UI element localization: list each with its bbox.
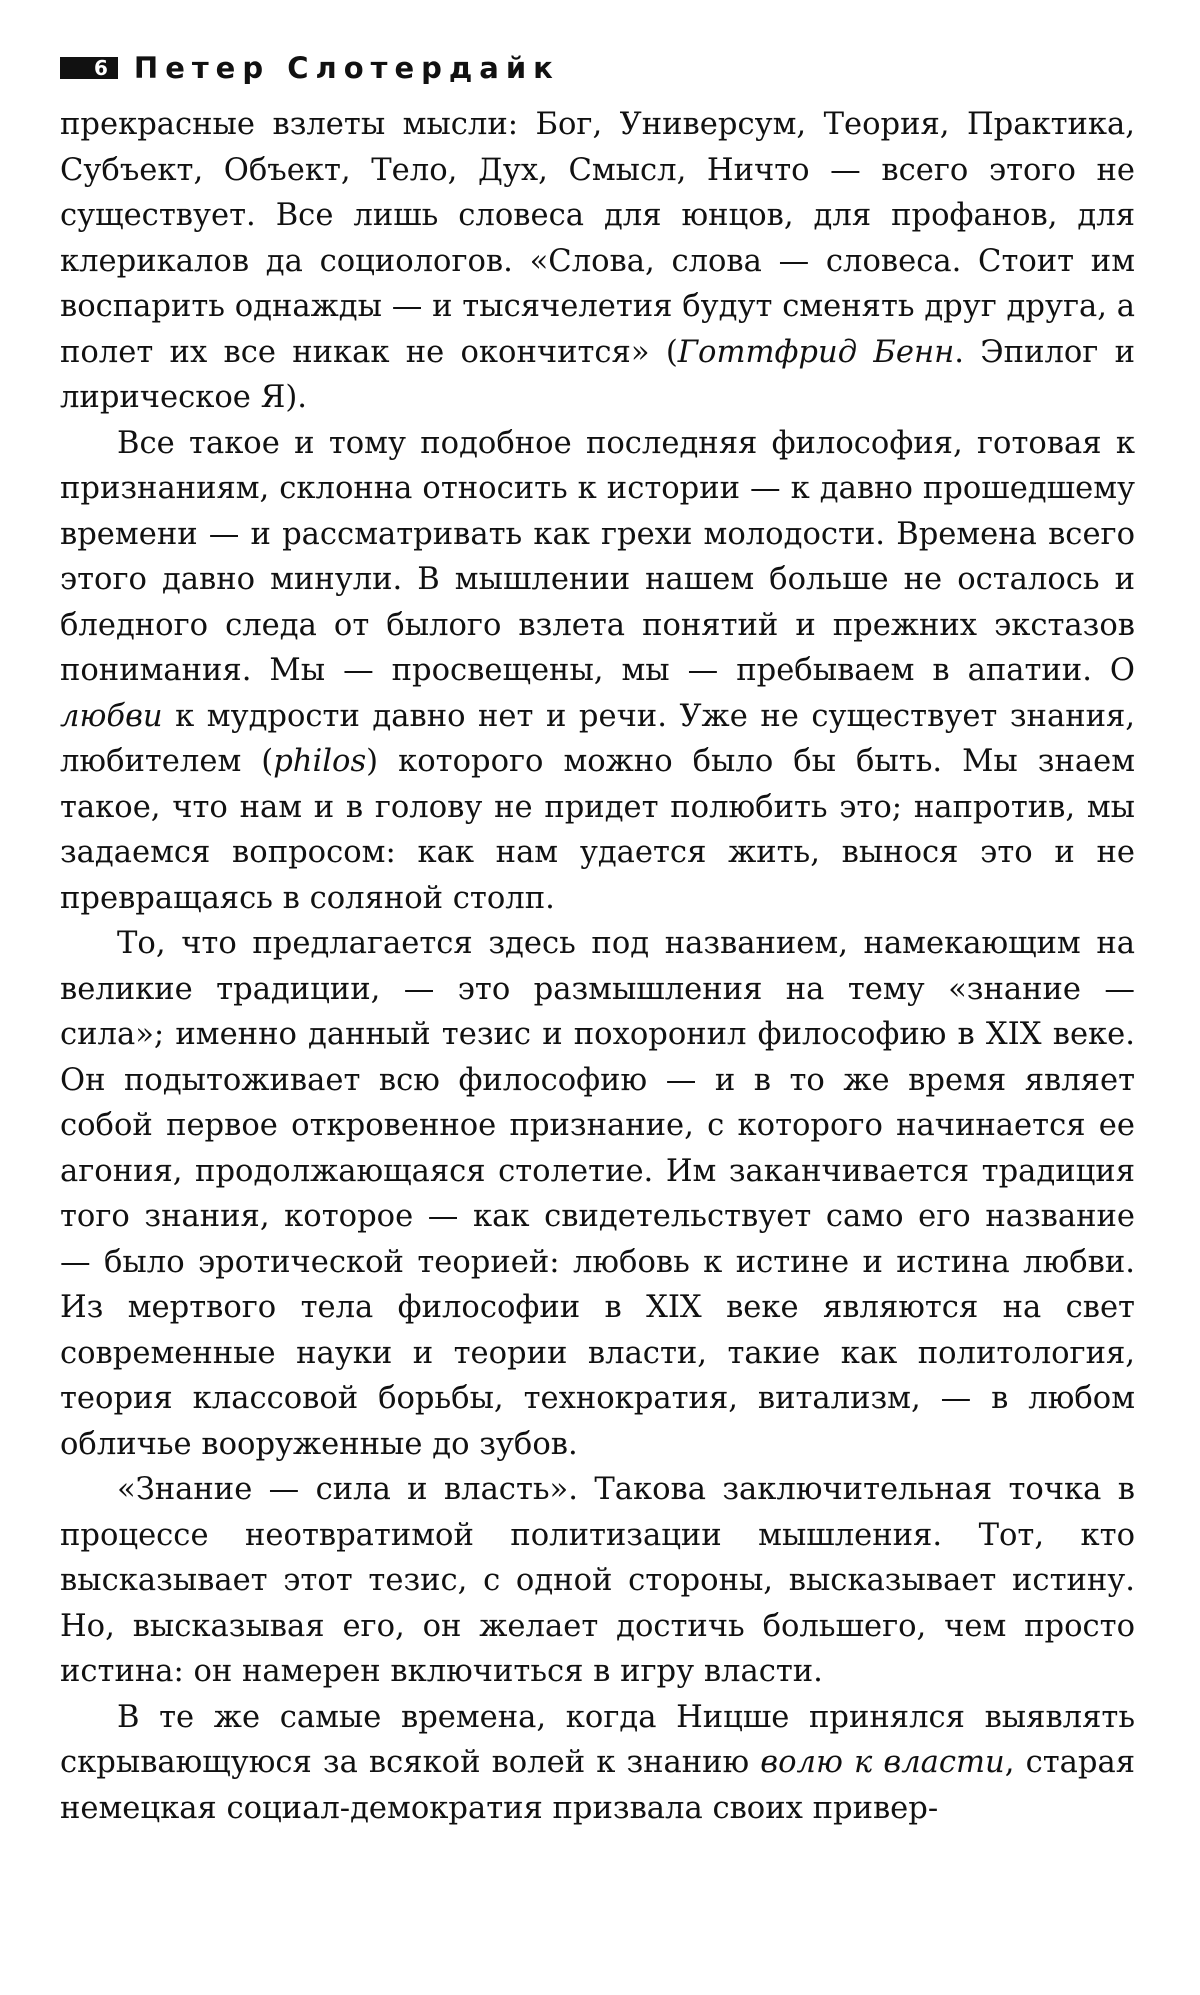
text-span: , старая немецкая социал-демократия призвала своих привер- — [60, 1745, 1136, 1826]
running-head-author: Петер Слотердайк — [133, 51, 560, 85]
italic-span: волю к власти — [760, 1745, 1005, 1780]
text-span: «Знание — сила и власть». Такова заключительная точка в процессе неотвратимой политизации мышления. Тот, кто высказывает этот тезис, с одной стороны, высказывает истину. Но, высказывая его, он желает достичь большего, чем просто истина: он намерен включиться в игру власти. — [60, 1472, 1135, 1689]
text-span: ) которого можно было бы быть. Мы знаем такое, что нам и в голову не придет полюбить это; напротив, мы задаемся вопросом: как нам удается жить, вынося это и не превращаясь в соляной столп. — [60, 744, 1135, 916]
paragraph-3 — [60, 921, 1135, 1467]
paragraph-1 — [60, 102, 1135, 421]
page-number: 6 — [60, 57, 118, 79]
italic-span: любви — [60, 698, 163, 734]
body-text — [60, 102, 1135, 1831]
running-head — [60, 52, 1135, 84]
paragraph-5 — [60, 1695, 1135, 1832]
text-span: Все такое и тому подобное последняя философия, готовая к признаниям, склонна относить к истории — к давно прошедшему времени — и рассматривать как грехи молодости. Времена всего этого давно минули. В мышлении нашем больше не осталось и бледного следа от былого взлета понятий и прежних экстазов понимания. Мы — просвещены, мы — пребываем в апатии. О — [60, 425, 1135, 688]
text-span: к мудрости давно нет и речи. Уже не существует знания, любителем ( — [60, 698, 1135, 779]
text-span: То, что предлагается здесь под названием, намекающим на великие традиции, — это размышления на тему «знание — сила»; именно данный тезис и похоронил философию в XIX веке. Он подытоживает всю философию — и в то же время являет собой первое откровенное признание, с которого начинается ее агония, продолжающаяся столетие. Им заканчивается традиция того знания, которое — как свидетельствует само его название — было эротической теорией: любовь к истине и истина любви. Из мертвого тела философии в XIX веке являются на свет современные науки и теории власти, такие как политология, теория классовой борьбы, технократия, витализм, — в любом обличье вооруженные до зубов. — [60, 926, 1135, 1462]
text-span: . Эпилог и лирическое Я). — [60, 334, 1136, 415]
text-span: прекрасные взлеты мысли: Бог, Универсум, Теория, Практика, Субъект, Объект, Тело, Дух, Смысл, Ничто — всего этого не существует. Все лишь словеса для юнцов, для профанов, для клерикалов да социологов. «Слова, слова — словеса. Стоит им воспарить однажды — и тысячелетия будут сменять друг друга, а полет их все никак не окончится» ( — [60, 107, 1135, 370]
text-span: В те же самые времена, когда Ницше принялся выявлять скрывающуюся за всякой волей к знанию — [60, 1699, 1135, 1780]
book-page — [60, 52, 1135, 1831]
italic-span: Готтфрид Бенн — [677, 334, 955, 370]
paragraph-2 — [60, 421, 1135, 922]
italic-span: philos — [273, 744, 367, 779]
paragraph-4 — [60, 1467, 1135, 1695]
